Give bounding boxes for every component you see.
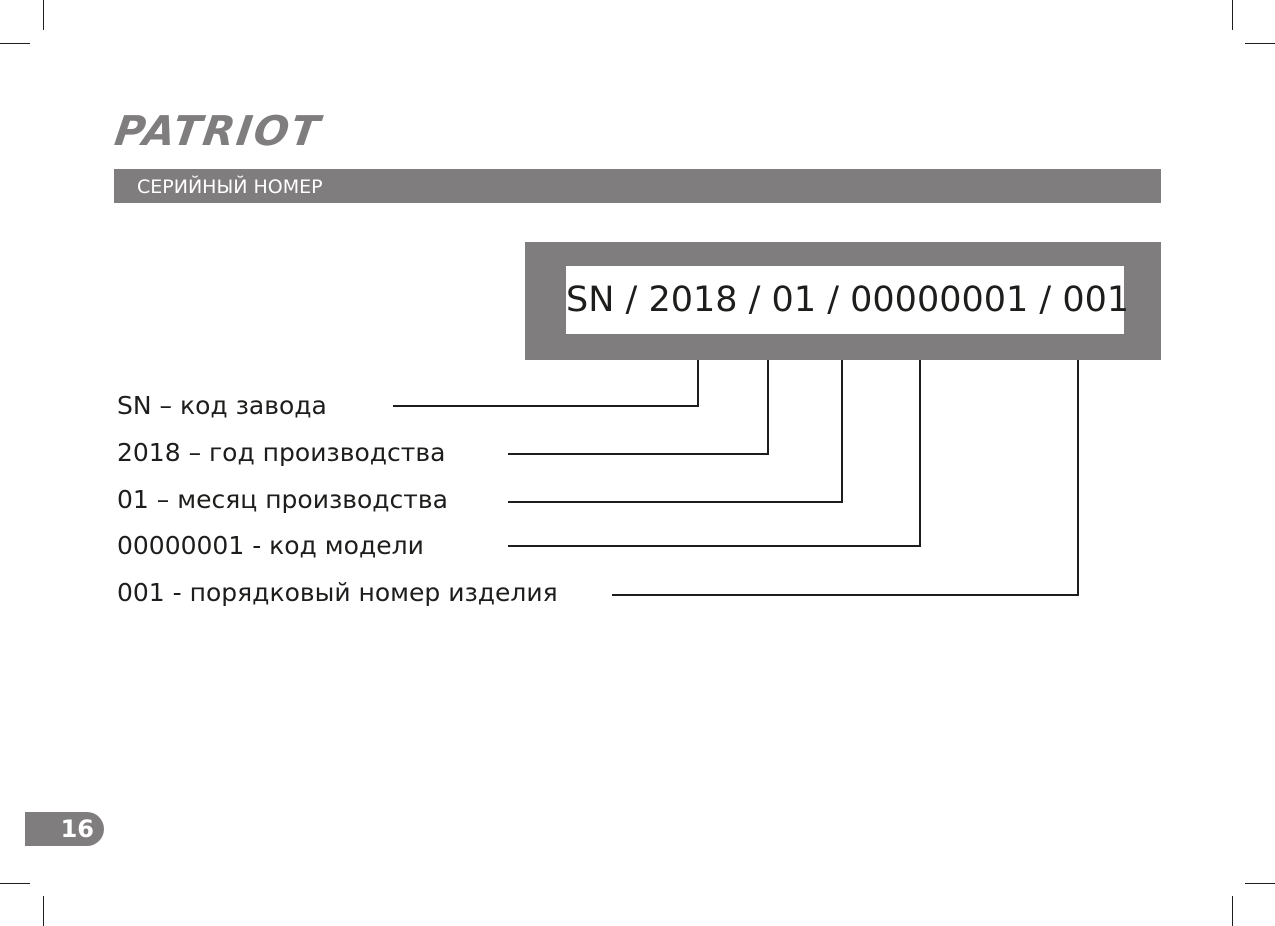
leader-line-month [508,360,842,502]
leader-line-sn [393,360,698,406]
legend-item-model-code: 00000001 - код модели [117,531,424,560]
legend-item-serial-index: 001 - порядковый номер изделия [117,578,558,607]
serial-number-example: SN / 2018 / 01 / 00000001 / 001 [566,280,1130,320]
page-number: 16 [60,815,94,843]
patriot-logo: PATRIOT [111,107,325,155]
legend-item-factory-code: SN – код завода [117,391,327,420]
legend-item-month: 01 – месяц производства [117,485,448,514]
leader-line-item [612,360,1078,595]
page-number-tab [25,812,104,846]
section-title: СЕРИЙНЫЙ НОМЕР [137,176,323,198]
legend-item-year: 2018 – год производства [117,438,446,467]
